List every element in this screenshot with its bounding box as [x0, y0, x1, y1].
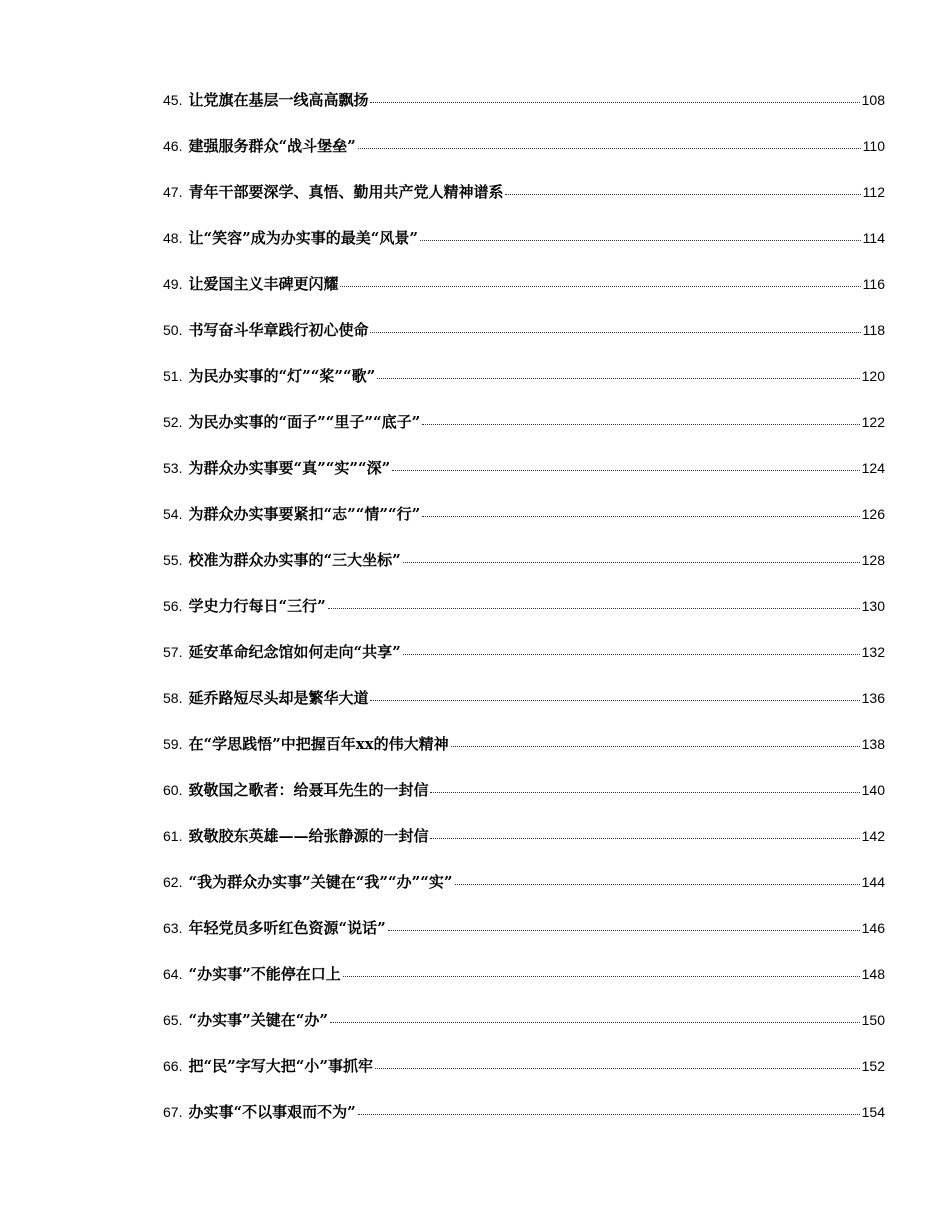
toc-entry-title: 建强服务群众“战斗堡垒”: [188, 137, 356, 155]
toc-entry-title: 年轻党员多听红色资源“说话”: [188, 919, 386, 937]
toc-entry-page-number: 112: [862, 184, 885, 200]
toc-entry-title: 青年干部要深学、真悟、勤用共产党人精神谱系: [188, 183, 504, 201]
toc-entry[interactable]: [163, 319, 885, 365]
toc-entry-number: 64: [163, 966, 179, 982]
toc-entry-title: 让“笑容”成为办实事的最美“风景”: [188, 229, 418, 247]
toc-entry[interactable]: [163, 1101, 885, 1147]
toc-entry-page-number: 126: [861, 506, 885, 522]
toc-entry-separator: .: [178, 230, 183, 246]
toc-dot-leader: [340, 285, 860, 287]
toc-entry-number: 52: [163, 414, 179, 430]
toc-entry-number: 49: [163, 276, 179, 292]
toc-dot-leader: [403, 561, 860, 563]
toc-entry[interactable]: [163, 825, 885, 871]
toc-entry-page-number: 108: [861, 92, 885, 108]
toc-dot-leader: [330, 1021, 860, 1023]
toc-entry[interactable]: [163, 135, 885, 181]
toc-entry-separator: .: [178, 506, 183, 522]
toc-entry-separator: .: [178, 644, 183, 660]
toc-entry-number: 55: [163, 552, 179, 568]
toc-entry-separator: .: [178, 966, 183, 982]
toc-entry-page-number: 154: [861, 1104, 885, 1120]
toc-entry-page-number: 148: [861, 966, 885, 982]
toc-entry[interactable]: [163, 595, 885, 641]
toc-entry-number: 50: [163, 322, 179, 338]
toc-entry-title: 办实事“不以事艰而不为”: [188, 1103, 356, 1121]
toc-entry-separator: .: [178, 690, 183, 706]
toc-entry-number: 45: [163, 92, 179, 108]
toc-entry-number: 62: [163, 874, 179, 890]
toc-entry-title: 为群众办实事要紧扣“志”“情”“行”: [188, 505, 421, 523]
toc-entry[interactable]: [163, 549, 885, 595]
toc-entry[interactable]: [163, 89, 885, 135]
toc-entry-number: 58: [163, 690, 179, 706]
toc-dot-leader: [422, 515, 859, 517]
toc-dot-leader: [422, 423, 859, 425]
toc-entry-title: 致敬胶东英雄——给张静源的一封信: [188, 827, 429, 845]
toc-entry-separator: .: [178, 736, 183, 752]
toc-entry[interactable]: [163, 733, 885, 779]
toc-entry-page-number: 140: [861, 782, 885, 798]
toc-entry-separator: .: [178, 322, 183, 338]
toc-entry[interactable]: [163, 963, 885, 1009]
toc-entry-page-number: 124: [861, 460, 885, 476]
toc-entry-number: 63: [163, 920, 179, 936]
toc-entry-page-number: 128: [861, 552, 885, 568]
toc-entry[interactable]: [163, 1009, 885, 1055]
toc-dot-leader: [451, 745, 860, 747]
toc-dot-leader: [358, 1113, 860, 1115]
toc-entry[interactable]: [163, 917, 885, 963]
toc-dot-leader: [370, 699, 859, 701]
toc-entry[interactable]: [163, 503, 885, 549]
toc-entry-title: 为民办实事的“面子”“里子”“底子”: [188, 413, 421, 431]
toc-entry-title: 让党旗在基层一线高高飘扬: [188, 91, 369, 109]
toc-entry-title: 让爱国主义丰碑更闪耀: [188, 275, 339, 293]
toc-entry-page-number: 120: [861, 368, 885, 384]
toc-entry-number: 47: [163, 184, 179, 200]
toc-entry-title: 在“学思践悟”中把握百年xx的伟大精神: [188, 735, 449, 753]
toc-entry-separator: .: [178, 414, 183, 430]
toc-entry[interactable]: [163, 871, 885, 917]
toc-entry-number: 61: [163, 828, 179, 844]
toc-dot-leader: [370, 331, 860, 333]
toc-entry-page-number: 122: [861, 414, 885, 430]
toc-dot-leader: [358, 147, 861, 149]
toc-entry-title: “办实事”关键在“办”: [188, 1011, 328, 1029]
toc-entry-number: 60: [163, 782, 179, 798]
toc-entry-title: 为群众办实事要“真”“实”“深”: [188, 459, 391, 477]
toc-entry-page-number: 152: [861, 1058, 885, 1074]
toc-entry-title: 致敬国之歌者：给聂耳先生的一封信: [188, 781, 429, 799]
toc-entry[interactable]: [163, 365, 885, 411]
toc-entry-title: 延乔路短尽头却是繁华大道: [188, 689, 369, 707]
toc-entry[interactable]: [163, 181, 885, 227]
toc-entry-page-number: 144: [861, 874, 885, 890]
toc-dot-leader: [430, 791, 859, 793]
toc-entry-page-number: 138: [861, 736, 885, 752]
toc-entry-number: 59: [163, 736, 179, 752]
toc-dot-leader: [343, 975, 860, 977]
toc-entry-separator: .: [178, 92, 183, 108]
toc-entry-page-number: 136: [861, 690, 885, 706]
toc-entry-title: 延安革命纪念馆如何走向“共享”: [188, 643, 401, 661]
toc-dot-leader: [430, 837, 859, 839]
toc-entry-number: 48: [163, 230, 179, 246]
toc-entry-separator: .: [178, 598, 183, 614]
toc-entry-number: 67: [163, 1104, 179, 1120]
toc-entry[interactable]: [163, 687, 885, 733]
toc-entry[interactable]: [163, 641, 885, 687]
toc-entry-title: 学史力行每日“三行”: [188, 597, 326, 615]
toc-dot-leader: [392, 469, 859, 471]
toc-entry-title: 书写奋斗华章践行初心使命: [188, 321, 369, 339]
toc-dot-leader: [328, 607, 860, 609]
toc-entry-title: 校准为群众办实事的“三大坐标”: [188, 551, 401, 569]
toc-entry-separator: .: [178, 552, 183, 568]
toc-entry-number: 53: [163, 460, 179, 476]
toc-entry-page-number: 132: [861, 644, 885, 660]
toc-entry-number: 56: [163, 598, 179, 614]
toc-entry-page-number: 142: [861, 828, 885, 844]
toc-entry-separator: .: [178, 368, 183, 384]
toc-entry-separator: .: [178, 920, 183, 936]
toc-dot-leader: [370, 101, 859, 103]
toc-entry-page-number: 116: [862, 276, 885, 292]
toc-entry-title: 把“民”字写大把“小”事抓牢: [188, 1057, 373, 1075]
toc-entry-page-number: 146: [861, 920, 885, 936]
toc-entry-separator: .: [178, 782, 183, 798]
toc-dot-leader: [420, 239, 861, 241]
toc-entry[interactable]: [163, 457, 885, 503]
toc-entry-number: 65: [163, 1012, 179, 1028]
toc-entry-separator: .: [178, 460, 183, 476]
toc-entry-number: 51: [163, 368, 179, 384]
toc-entry-title: “我为群众办实事”关键在“我”“办”“实”: [188, 873, 453, 891]
toc-entry-separator: .: [178, 1058, 183, 1074]
toc-entry-separator: .: [178, 184, 183, 200]
toc-dot-leader: [455, 883, 860, 885]
toc-dot-leader: [388, 929, 860, 931]
toc-entry-number: 57: [163, 644, 179, 660]
toc-dot-leader: [375, 1067, 860, 1069]
toc-entry-page-number: 150: [861, 1012, 885, 1028]
toc-entry-page-number: 118: [862, 322, 885, 338]
toc-entry-number: 46: [163, 138, 179, 154]
toc-entry-number: 54: [163, 506, 179, 522]
toc-dot-leader: [505, 193, 860, 195]
table-of-contents: [163, 89, 885, 1147]
toc-entry[interactable]: [163, 411, 885, 457]
toc-entry-page-number: 114: [862, 230, 885, 246]
toc-entry[interactable]: [163, 227, 885, 273]
toc-entry-title: “办实事”不能停在口上: [188, 965, 341, 983]
toc-entry-separator: .: [178, 276, 183, 292]
toc-dot-leader: [403, 653, 860, 655]
toc-entry-separator: .: [178, 828, 183, 844]
toc-entry-separator: .: [178, 1012, 183, 1028]
toc-entry[interactable]: [163, 273, 885, 319]
toc-entry-page-number: 110: [862, 138, 885, 154]
toc-entry-page-number: 130: [861, 598, 885, 614]
toc-entry-separator: .: [178, 1104, 183, 1120]
toc-entry[interactable]: [163, 1055, 885, 1101]
toc-dot-leader: [377, 377, 859, 379]
toc-entry-separator: .: [178, 138, 183, 154]
toc-entry-number: 66: [163, 1058, 179, 1074]
toc-entry-title: 为民办实事的“灯”“桨”“歌”: [188, 367, 376, 385]
toc-entry[interactable]: [163, 779, 885, 825]
toc-entry-separator: .: [178, 874, 183, 890]
